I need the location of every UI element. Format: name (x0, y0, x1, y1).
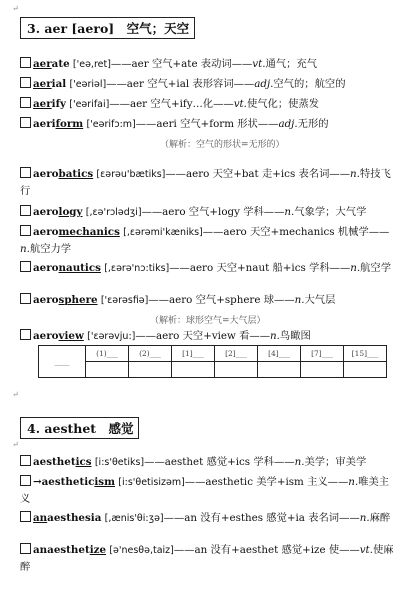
list-item (20, 474, 395, 508)
etymology: ——aer 空气+ate 表动词—— (110, 58, 253, 70)
part-of-speech: adj. (278, 118, 298, 130)
part-of-speech: vt. (233, 98, 247, 110)
etymology: ——an 没有+aesthet 感觉+ize 使—— (173, 544, 360, 556)
phonetic: [i:s'θetiks] (94, 457, 145, 468)
checkbox[interactable] (20, 117, 31, 128)
section-title-aer (20, 17, 195, 39)
list-item (20, 56, 395, 73)
meaning: 气象学；大气学 (294, 206, 367, 218)
list-item (20, 328, 395, 345)
word: aerify (33, 98, 66, 110)
table-row (39, 346, 387, 362)
exercise-cell[interactable] (172, 362, 215, 378)
list-item (20, 510, 395, 527)
part-of-speech: vt. (359, 544, 373, 556)
word: →aestheticism (33, 476, 115, 488)
phonetic: [,ænis'θi:ʒə] (104, 513, 164, 524)
phonetic: [,ɛərəmi'kæniks] (123, 227, 203, 238)
list-item (20, 224, 395, 258)
list-item (20, 76, 395, 93)
phonetic: [i:s'θetisizəm] (118, 477, 185, 488)
table-row (39, 362, 387, 378)
checkbox[interactable] (20, 205, 31, 216)
checkbox[interactable] (20, 57, 31, 68)
etymology: ——aesthet 感觉+ics 学科—— (144, 456, 295, 468)
etymology: ——aer 空气+ial 表形容词—— (106, 78, 255, 90)
exercise-cell[interactable]: (2)___ (129, 346, 172, 362)
meaning: 使气化；使蒸发 (246, 98, 320, 110)
exercise-cell[interactable]: [15]___ (344, 346, 387, 362)
list-item (20, 96, 395, 113)
part-of-speech: n. (350, 168, 360, 180)
checkbox[interactable] (20, 167, 31, 178)
phonetic: ['eə,ret] (72, 59, 111, 70)
word: aerology (33, 206, 83, 218)
part-of-speech: n. (348, 476, 359, 488)
meaning: 航空力学 (29, 243, 72, 255)
meaning: 鸟瞰图 (279, 330, 311, 342)
part-of-speech: n. (20, 243, 30, 255)
list-item (20, 116, 395, 133)
exercise-cell[interactable] (129, 362, 172, 378)
word: aerial (33, 78, 67, 90)
paragraph-mark: ↵ (12, 440, 19, 449)
answer-blank[interactable]: ____ (39, 346, 86, 378)
phonetic: [,ɛərə'nɔ:tiks] (104, 263, 170, 274)
phonetic: ['ɛərəsfiə] (100, 295, 149, 306)
phonetic: [ə'nesθə,taiz] (109, 545, 174, 556)
etymology: ——aero 空气+logy 学科—— (141, 206, 285, 218)
checkbox[interactable] (20, 77, 31, 88)
section-title-label: 3. aer [aero] (27, 21, 115, 36)
word: aeriform (33, 118, 84, 130)
checkbox[interactable] (20, 511, 31, 522)
section-title-meaning: 感觉 (108, 421, 134, 436)
part-of-speech: n. (359, 512, 370, 524)
checkbox[interactable] (20, 261, 31, 272)
part-of-speech: n. (294, 456, 305, 468)
word: anaesthetize (33, 544, 107, 556)
meaning: 麻醉 (369, 512, 391, 524)
phonetic: [ɛərəu'bætiks] (96, 169, 166, 180)
meaning: 大气层 (304, 294, 336, 306)
checkbox[interactable] (20, 293, 31, 304)
checkbox[interactable] (20, 475, 31, 486)
exercise-cell[interactable]: [4]___ (258, 346, 301, 362)
etymology: ——aeri 空气+form 形状—— (135, 118, 279, 130)
meaning: 无形的 (297, 118, 329, 130)
exercise-cell[interactable]: [2]___ (215, 346, 258, 362)
paragraph-mark: ↵ (12, 390, 19, 399)
checkbox[interactable] (20, 329, 31, 340)
meaning: 使麻醉 (20, 544, 394, 573)
word: aeronautics (33, 262, 101, 274)
list-item (20, 260, 395, 277)
paragraph-mark: ↵ (12, 4, 19, 13)
part-of-speech: adj. (254, 78, 274, 90)
exercise-table (38, 345, 387, 378)
phonetic: ['eərifɔ:m] (86, 119, 136, 130)
exercise-cell[interactable] (344, 362, 387, 378)
etymology: ——aero 天空+view 看—— (135, 330, 270, 342)
exercise-cell[interactable] (86, 362, 129, 378)
word: aeroview (33, 330, 84, 342)
word: aerosphere (33, 294, 98, 306)
exercise-cell[interactable] (301, 362, 344, 378)
phonetic: ['eərifai] (69, 99, 110, 110)
word: anaesthesia (33, 512, 102, 524)
part-of-speech: n. (294, 294, 305, 306)
analysis-note: （解析：球形空气=大气层） (150, 316, 266, 326)
meaning: 通气；充气 (265, 58, 318, 70)
phonetic: ['ɛərəvju:] (87, 331, 136, 342)
word: aeromechanics (33, 226, 120, 238)
analysis-note: （解析：空气的形状=无形的） (160, 140, 285, 150)
section-title-label: 4. aesthet (27, 421, 97, 436)
list-item (20, 542, 395, 576)
meaning: 美学；审美学 (304, 456, 367, 468)
list-item (20, 292, 395, 309)
word: aesthetics (33, 456, 92, 468)
etymology: ——an 没有+esthes 感觉+ia 表名词—— (163, 512, 360, 524)
section-title-meaning: 空气；天空 (126, 21, 190, 36)
phonetic: [,ɛə'rɔlədʒi] (85, 207, 142, 218)
part-of-speech: n. (270, 330, 280, 342)
section-title-aesthet (20, 417, 139, 439)
etymology: ——aesthetic 美学+ism 主义—— (184, 476, 349, 488)
meaning: 特技飞行 (20, 168, 391, 197)
etymology: ——aero 空气+sphere 球—— (148, 294, 295, 306)
meaning: 唯美主义 (20, 476, 390, 505)
exercise-cell[interactable]: (1)___ (86, 346, 129, 362)
list-item (20, 166, 395, 200)
exercise-cell[interactable]: [7]___ (301, 346, 344, 362)
word: aerobatics (33, 168, 94, 180)
checkbox[interactable] (20, 543, 31, 554)
part-of-speech: n. (284, 206, 295, 218)
checkbox[interactable] (20, 225, 31, 236)
checkbox[interactable] (20, 97, 31, 108)
exercise-cell[interactable] (258, 362, 301, 378)
meaning: 航空学 (360, 262, 392, 274)
checkbox[interactable] (20, 455, 31, 466)
etymology: ——aero 天空+mechanics 机械学—— (202, 226, 390, 238)
meaning: 空气的；航空的 (273, 78, 346, 90)
part-of-speech: vt. (252, 58, 266, 70)
list-item (20, 204, 395, 221)
list-item (20, 454, 395, 471)
exercise-cell[interactable] (215, 362, 258, 378)
exercise-cell[interactable]: [1]___ (172, 346, 215, 362)
etymology: ——aero 天空+bat 走+ics 表名词—— (165, 168, 350, 180)
etymology: ——aero 天空+naut 船+ics 学科—— (169, 262, 351, 274)
part-of-speech: n. (350, 262, 361, 274)
etymology: ——aer 空气+ify…化—— (109, 98, 234, 110)
word: aerate (33, 58, 70, 70)
phonetic: ['eəriəl] (69, 79, 107, 90)
